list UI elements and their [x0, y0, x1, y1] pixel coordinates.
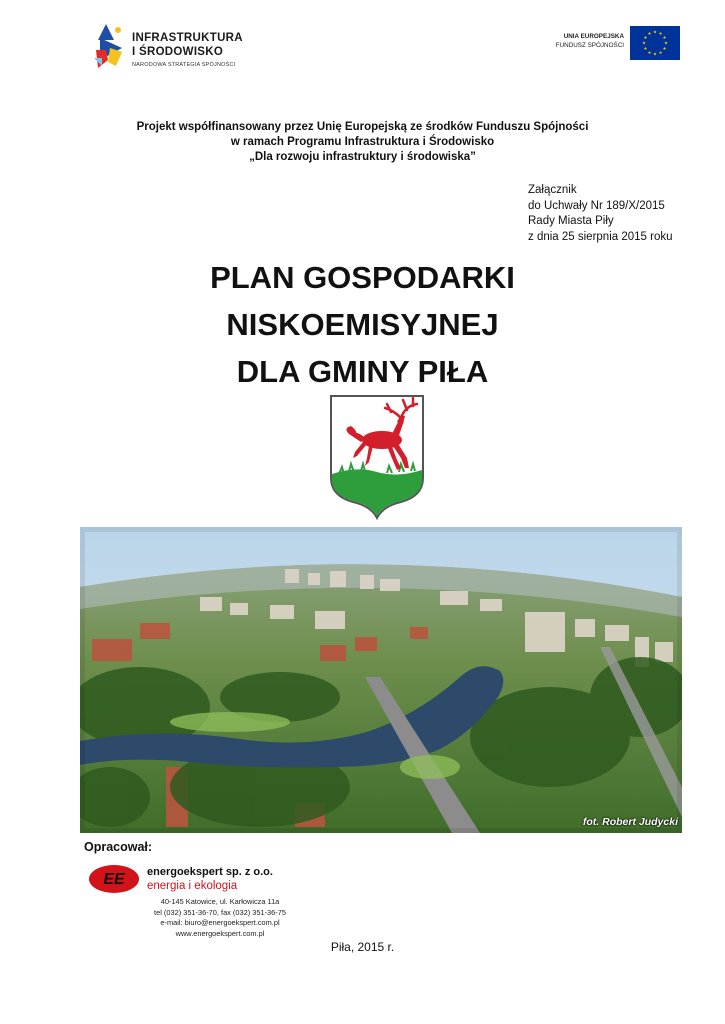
infrastruktura-logo	[92, 22, 262, 74]
eu-cohesion-fund-logo	[555, 26, 680, 62]
company-phone-line: tel (032) 351-36-70, fax (032) 351-36-75	[154, 907, 286, 917]
document-title	[80, 254, 645, 395]
project-line-2: w ramach Programu Infrastruktura i Środowisko	[230, 136, 495, 148]
logo-line-2: I ŚRODOWISKO	[132, 46, 224, 58]
title-line-1: PLAN GOSPODARKI	[210, 260, 515, 295]
company-web-line: www.energoekspert.com.pl	[175, 928, 265, 938]
eu-logo-line-2: FUNDUSZ SPÓJNOŚCI	[555, 42, 624, 49]
attachment-line-2: do Uchwały Nr 189/X/2015	[528, 199, 665, 212]
energoekspert-logo-icon	[88, 864, 140, 894]
photo-credit: fot. Robert Judycki	[582, 816, 678, 828]
attachment-note	[528, 183, 673, 245]
coat-of-arms-icon	[327, 392, 427, 520]
logo-line-3: NARODOWA STRATEGIA SPÓJNOŚCI	[132, 62, 236, 68]
ee-logo-text: EE	[103, 871, 125, 888]
attachment-line-3: Rady Miasta Piły	[528, 215, 614, 227]
infrastruktura-emblem-icon	[92, 22, 126, 70]
attachment-line-1: Załącznik	[528, 184, 577, 196]
place-and-year: Piła, 2015 r.	[330, 940, 395, 954]
title-line-2: NISKOEMISYJNEJ	[226, 307, 499, 342]
company-address-line: 40-145 Katowice, ul. Karłowicza 11a	[160, 897, 280, 906]
eu-flag-icon	[630, 26, 680, 60]
company-email-line: e-mail: biuro@energoekspert.com.pl	[160, 918, 280, 928]
aerial-city-photo	[80, 527, 682, 833]
logo-line-1: INFRASTRUKTURA	[132, 32, 243, 44]
project-line-3: „Dla rozwoju infrastruktury i środowiska”	[249, 151, 476, 163]
company-tagline: energia i ekologia	[147, 880, 238, 892]
company-contact	[120, 897, 320, 939]
prepared-by-label: Opracował:	[84, 840, 153, 854]
aerial-photo-image	[80, 527, 682, 833]
company-name: energoekspert sp. z o.o.	[147, 866, 273, 878]
project-funding-note	[80, 120, 645, 165]
eu-logo-line-1: UNIA EUROPEJSKA	[563, 33, 624, 40]
title-line-3: DLA GMINY PIŁA	[236, 354, 489, 389]
project-line-1: Projekt współfinansowany przez Unię Europejską ze środków Funduszu Spójności	[136, 121, 589, 133]
attachment-line-4: z dnia 25 sierpnia 2015 roku	[528, 230, 673, 243]
